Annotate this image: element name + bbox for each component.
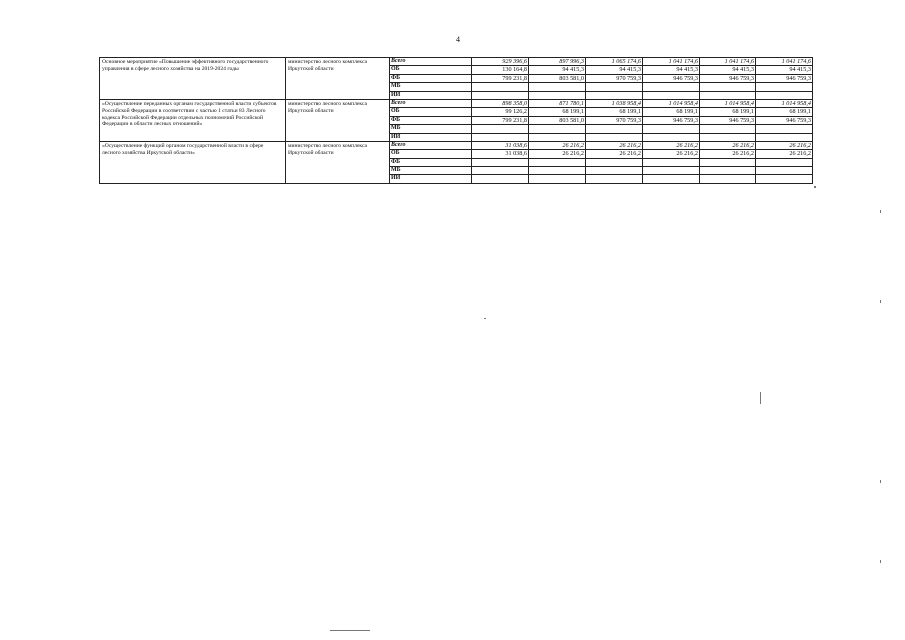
value-cell: 130 164,8 <box>472 66 529 74</box>
value-cell <box>700 158 756 166</box>
value-cell <box>643 133 700 141</box>
value-cell: 946 759,3 <box>700 116 756 124</box>
scan-speck <box>880 480 881 483</box>
table-row <box>100 99 813 107</box>
value-cell: 946 759,3 <box>756 74 813 82</box>
value-cell: 99 126,2 <box>472 108 529 116</box>
value-cell <box>756 133 813 141</box>
value-cell: 26 216,2 <box>586 141 643 149</box>
page-number: 4 <box>456 35 460 44</box>
value-cell <box>756 125 813 133</box>
value-cell: 1 041 174,6 <box>700 58 756 66</box>
source-cell: ИИ <box>390 91 472 99</box>
value-cell <box>586 83 643 91</box>
value-cell <box>472 133 529 141</box>
value-cell <box>586 175 643 183</box>
value-cell <box>472 167 529 175</box>
measure-name-cell: «Осуществление переданных органам государственной власти субъектов Российской Федерации в соответствии с частью 1 статьи 83 Лесного кодекса Российской Федерации отдельных полномочий Российской Федерации в области лесных отношений» <box>100 99 286 141</box>
value-cell <box>586 91 643 99</box>
value-cell: 26 216,2 <box>756 141 813 149</box>
value-cell: 26 216,2 <box>529 141 586 149</box>
source-cell: МБ <box>390 83 472 91</box>
value-cell <box>472 125 529 133</box>
scan-speck <box>484 318 486 319</box>
value-cell: 26 216,2 <box>643 141 700 149</box>
value-cell: 803 581,0 <box>529 74 586 82</box>
value-cell: 898 358,0 <box>472 99 529 107</box>
table-group <box>100 99 813 141</box>
value-cell: 946 759,3 <box>756 116 813 124</box>
source-cell: МБ <box>390 125 472 133</box>
value-cell <box>643 167 700 175</box>
value-cell: 946 759,3 <box>643 74 700 82</box>
value-cell <box>472 91 529 99</box>
value-cell: 1 014 958,4 <box>700 99 756 107</box>
value-cell: 1 041 174,6 <box>756 58 813 66</box>
value-cell <box>756 158 813 166</box>
value-cell: 31 038,6 <box>472 150 529 158</box>
source-cell: ФБ <box>390 116 472 124</box>
source-cell: ОБ <box>390 108 472 116</box>
value-cell: 1 065 174,6 <box>586 58 643 66</box>
measure-name-cell: Основное мероприятие «Повышение эффективного государственного управления в сфере лесного хозяйства на 2019-2024 годы <box>100 58 286 100</box>
value-cell <box>529 175 586 183</box>
value-cell <box>700 125 756 133</box>
value-cell <box>472 158 529 166</box>
value-cell <box>643 175 700 183</box>
value-cell: 803 581,0 <box>529 116 586 124</box>
table-row <box>100 58 813 66</box>
value-cell: 68 199,1 <box>700 108 756 116</box>
source-cell: ФБ <box>390 158 472 166</box>
source-cell: ИИ <box>390 133 472 141</box>
value-cell: 94 415,3 <box>529 66 586 74</box>
value-cell <box>700 83 756 91</box>
value-cell <box>586 125 643 133</box>
source-cell: ИИ <box>390 175 472 183</box>
value-cell <box>529 125 586 133</box>
value-cell <box>643 91 700 99</box>
value-cell: 68 199,1 <box>529 108 586 116</box>
table-group <box>100 58 813 100</box>
value-cell <box>756 167 813 175</box>
value-cell <box>700 167 756 175</box>
value-cell: 799 231,8 <box>472 116 529 124</box>
value-cell: 94 415,3 <box>700 66 756 74</box>
source-cell: Всего <box>390 99 472 107</box>
scan-speck <box>814 186 816 188</box>
source-cell: ОБ <box>390 66 472 74</box>
value-cell: 68 199,1 <box>586 108 643 116</box>
financing-table <box>99 57 813 184</box>
value-cell: 871 780,1 <box>529 99 586 107</box>
value-cell <box>529 91 586 99</box>
scan-speck <box>330 630 370 631</box>
table-row <box>100 141 813 149</box>
value-cell <box>586 167 643 175</box>
value-cell: 26 216,2 <box>529 150 586 158</box>
source-cell: Всего <box>390 58 472 66</box>
value-cell: 897 996,3 <box>529 58 586 66</box>
responsible-cell: министерство лесного комплекса Иркутской области <box>286 99 390 141</box>
value-cell <box>643 83 700 91</box>
scan-speck <box>760 392 761 404</box>
value-cell: 799 231,8 <box>472 74 529 82</box>
value-cell <box>529 158 586 166</box>
value-cell <box>756 175 813 183</box>
value-cell: 1 014 958,4 <box>643 99 700 107</box>
value-cell: 970 759,3 <box>586 116 643 124</box>
value-cell: 26 216,2 <box>700 141 756 149</box>
value-cell <box>700 91 756 99</box>
value-cell <box>756 91 813 99</box>
value-cell <box>586 133 643 141</box>
value-cell <box>472 83 529 91</box>
measure-name-cell: «Осуществление функций органом государственной власти в сфере лесного хозяйства Иркутской области» <box>100 141 286 183</box>
value-cell <box>529 133 586 141</box>
value-cell <box>472 175 529 183</box>
value-cell: 946 759,3 <box>700 74 756 82</box>
value-cell: 1 014 958,4 <box>756 99 813 107</box>
value-cell: 1 041 174,6 <box>643 58 700 66</box>
scan-speck <box>880 300 881 303</box>
value-cell: 946 759,3 <box>643 116 700 124</box>
responsible-cell: министерство лесного комплекса Иркутской области <box>286 58 390 100</box>
source-cell: ОБ <box>390 150 472 158</box>
value-cell: 94 415,3 <box>756 66 813 74</box>
value-cell <box>643 125 700 133</box>
value-cell <box>643 158 700 166</box>
value-cell: 94 415,3 <box>643 66 700 74</box>
value-cell: 929 396,6 <box>472 58 529 66</box>
value-cell <box>700 175 756 183</box>
value-cell <box>586 158 643 166</box>
responsible-cell: министерство лесного комплекса Иркутской области <box>286 141 390 183</box>
value-cell <box>529 167 586 175</box>
value-cell: 68 199,1 <box>643 108 700 116</box>
source-cell: МБ <box>390 167 472 175</box>
table-group <box>100 141 813 183</box>
value-cell <box>756 83 813 91</box>
source-cell: Всего <box>390 141 472 149</box>
value-cell <box>529 83 586 91</box>
scan-speck <box>880 210 881 213</box>
value-cell: 26 216,2 <box>643 150 700 158</box>
value-cell: 68 199,1 <box>756 108 813 116</box>
value-cell: 970 759,3 <box>586 74 643 82</box>
source-cell: ФБ <box>390 74 472 82</box>
value-cell: 94 415,3 <box>586 66 643 74</box>
value-cell: 26 216,2 <box>756 150 813 158</box>
value-cell: 26 216,2 <box>586 150 643 158</box>
value-cell: 1 038 958,4 <box>586 99 643 107</box>
value-cell: 31 038,6 <box>472 141 529 149</box>
value-cell: 26 216,2 <box>700 150 756 158</box>
scan-speck <box>880 560 881 563</box>
value-cell <box>700 133 756 141</box>
